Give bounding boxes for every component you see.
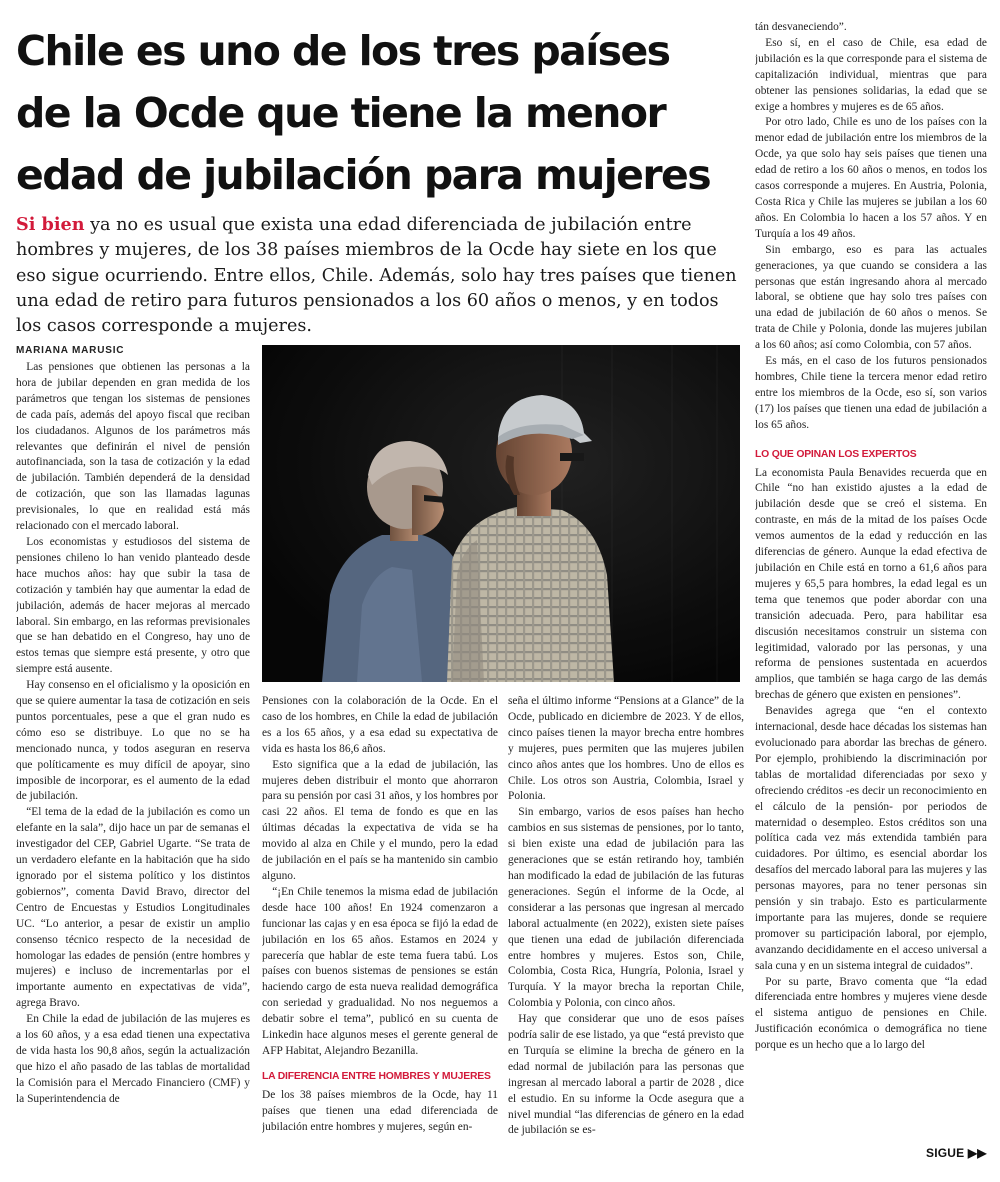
paragraph: Sin embargo, varios de esos países han hecho cambios en sus sistemas de pensiones, por lo tanto, si bien existe una edad de jubilación para las generaciones que se están retirando hoy, también han modificado la edad de jubilación de las futuras generaciones. Según el informe de la Ocde, al considerar a las personas que ingresan al mercado laboral actualmente (en 2022), existen siete países que tienen una edad de jubilación diferenciada entre hombres y mujeres. Estos son, Chile, Colombia, Costa Rica, Hungría, Polonia, Israel y Turquía. Y la mayor brecha la reportan Chile, Colombia y Polonia, con cinco años.	[508, 806, 744, 1010]
paragraph: La economista Paula Benavides recuerda que en Chile “no han existido ajustes a la edad de jubilación desde que se creó el sistema. En contraste, en más de la mitad de los países Ocde vemos aumentos de la edad y reducción en las diferencias de género. Aunque la edad efectiva de jubilación en Chile está en torno a 61,6 años para mujeres y 65,5 para hombres, la edad legal es un tema que tenemos que poder abordar con una transición adecuada. Pero, para habilitar esa discusión necesitamos construir un sistema con legitimidad, valorado por las personas, y una reforma de pensiones sustentada en acuerdos amplios, que también se haga cargo de las demás brechas de género que existen en pensiones”.	[755, 466, 987, 702]
paragraph: Benavides agrega que “en el contexto internacional, desde hace décadas los sistemas han evolucionado para abordar las brechas de género. Por ejemplo, prohibiendo la discriminación por tablas de mortalidad diferenciadas por sexo y ofreciendo créditos -es decir un reconocimiento en el cálculo de la pensión- por periodos de maternidad o desempleo. Estos créditos son una política cada vez más extendida también para cuidadores. Por último, es esencial abordar los desafíos del mercado laboral para las mujeres y las personas mayores, para no tener personas sin pensión y sin trabajo. Esto es particularmente importante para las mujeres, donde se requiere promover su participación laboral, por ejemplo, avanzando decididamente en el acceso universal a sala cuna y en un sistema integral de cuidados”.	[755, 705, 987, 972]
article-photo	[262, 345, 740, 682]
paragraph: seña el último informe “Pensions at a Glance” de la Ocde, publicado en diciembre de 2023. Y de ellos, cinco países tienen la mayor brecha entre hombres y mujeres, pues permiten que las mujeres jubilen cinco años antes que los hombres. Uno de ellos es Chile. Los otros son Austria, Colombia, Israel y Polonia.	[508, 695, 744, 803]
lead-kicker: Si bien	[16, 214, 85, 235]
paragraph: Hay consenso en el oficialismo y la oposición en que se quiere aumentar la tasa de cotización en seis puntos porcentuales, pese a que el gran nudo es cómo eso se distribuye. Lo que no se ha mencionado nunca, y todos aseguran en reserva que políticamente es muy difícil de apoyar, sino imposible de incorporar, es el aumento de la edad de jubilación.	[16, 679, 250, 803]
section-heading: LA DIFERENCIA ENTRE HOMBRES Y MUJERES	[262, 1070, 491, 1082]
continue-label: SIGUE ▶▶	[926, 1146, 987, 1160]
photo-elderly-couple	[262, 345, 740, 682]
paragraph: Por otro lado, Chile es uno de los países con la menor edad de jubilación entre los miembros de la Ocde, ya que solo hay seis países que tienen una edad de retiro a los 60 años o menos, en todos los casos corresponde a mujeres. En Austria, Polonia, Costa Rica y Chile las mujeres se jubilan a los 60 años. En Colombia lo hacen a los 57 años. Y en Turquía a los 49 años.	[755, 116, 987, 240]
paragraph: Sin embargo, eso es para las actuales generaciones, ya que cuando se considera a las personas que están ingresando ahora al mercado laboral, se obtiene que hay solo tres países con una edad de jubilación de 60 años o menos. Se trata de Chile y Polonia, donde las mujeres jubilan a los 60 años; así como Colombia, con 57 años.	[755, 243, 987, 352]
paragraph: Hay que considerar que uno de esos países podría salir de ese listado, ya que “está previsto que en Turquía se elimine la brecha de género en la edad normal de jubilación para las personas que ingresan al mercado laboral a partir de 2028 , dice el estudio. En su informe la Ocde asegura que a nivel mundial “las diferencias de género en la edad de jubilación se es-	[508, 1013, 744, 1137]
paragraph: tán desvaneciendo”.	[755, 21, 847, 33]
paragraph: De los 38 países miembros de la Ocde, hay 11 países que tienen una edad diferenciada de jubilación entre hombres y mujeres, según en-	[262, 1088, 498, 1133]
paragraph: Esto significa que a la edad de jubilación, las mujeres deben distribuir el monto que ahorraron para su pensión por casi 31 años, y los hombres por casi 22 años. El tema de fondo es que en las últimas décadas la expectativa de vida se ha movido al alza en Chile y el mundo, pero la edad de jubilación en el país se ha mantenido sin cambio alguno.	[262, 758, 498, 882]
byline: MARIANA MARUSIC	[16, 345, 125, 356]
paragraph: Las pensiones que obtienen las personas a la hora de jubilar dependen en gran medida de los parámetros que tengan los sistemas de pensiones de cada país, además del apoyo fiscal que reciban los ciudadanos. Algunos de los parámetros más relevantes que definirán el nivel de pensión autofinanciada, son la tasa de cotización y la edad de jubilación. También dependerá de la densidad de cotización, que son las llamadas lagunas previsionales, lo que en realidad está más relacionado con el mercado laboral.	[16, 361, 250, 533]
paragraph: Eso sí, en el caso de Chile, esa edad de jubilación es la que corresponde para el sistema de capitalización individual, mientras que para obtener las pensiones solidarias, la edad que se exige a hombres y mujeres es de 65 años.	[755, 36, 987, 113]
paragraph: Los economistas y estudiosos del sistema de pensiones chileno lo han venido planteado desde hace muchos años: hay que subir la tasa de cotización y también hay que aumentar la edad de jubilación, además de hacer mejoras al mercado laboral. Sin embargo, en las reformas previsionales que se han debatido en el Congreso, hay uno de estos temas que siempre está presente, y otro que siempre está ausente.	[16, 535, 250, 676]
paragraph: Por su parte, Bravo comenta que “la edad diferenciada entre hombres y mujeres viene desde el sistema antiguo de pensiones en Chile. Justificación económica o demográfica no tiene porque es un hecho que a lo largo del	[755, 975, 987, 1052]
paragraph: Pensiones con la colaboración de la Ocde. En el caso de los hombres, en Chile la edad de jubilación es a los 65 años, y a esa edad su expectativa de vida es hasta los 86,6 años.	[262, 695, 498, 755]
lead-paragraph	[16, 212, 738, 339]
lead-text: ya no es usual que exista una edad diferenciada de jubilación entre hombres y mujeres, de los 38 países miembros de la Ocde hay siete en los que eso sigue ocurriendo. Entre ellos, Chile. Además, solo hay tres países que tienen una edad de retiro para futuros pensionados a los 60 años o menos, y en todos los casos corresponde a mujeres.	[16, 215, 737, 337]
paragraph: “El tema de la edad de la jubilación es como un elefante en la sala”, dijo hace un par de semanas el investigador del CEP, Gabriel Ugarte. “Se trata de un verdadero elefante en la habitación que ha sido ignorado por el sistema político y los distintos gobiernos”, comenta David Bravo, director del Centro de Encuestas y Estudios Longitudinales UC. “Lo anterior, a pesar de existir un amplio consenso técnico respecto de la necesidad de homologar las edades de pensión (entre hombres y mujeres) e incluso de incrementarlas por el importante aumento en expectativas de vida”, agrega Bravo.	[16, 806, 250, 1010]
section-heading: LO QUE OPINAN LOS EXPERTOS	[755, 448, 917, 460]
article-column-4	[755, 20, 987, 1144]
article-column-1	[16, 360, 250, 1165]
paragraph: “¡En Chile tenemos la misma edad de jubilación desde hace 100 años! En 1924 comenzaron a funcionar las cajas y en esa época se fijó la edad de jubilación en los 65 años. Estamos en 2024 y parecería que hablar de este tema fuera tabú. Los países con buenos sistemas de pensiones se están haciendo cargo de esta nueva realidad demográfica con seriedad y gradualidad. No nos neguemos a debatir sobre el tema”, publicó en su cuenta de Linkedin hace algunos meses el gerente general de AFP Habitat, Alejandro Bezanilla.	[262, 885, 498, 1057]
paragraph: En Chile la edad de jubilación de las mujeres es a los 60 años, y a esa edad tienen una expectativa de vida hasta los 90,8 años, según la actualización que hizo el año pasado de las tablas de mortalidad la Comisión para el Mercado Financiero (CMF) y la Superintendencia de	[16, 1013, 250, 1105]
article-column-2	[262, 694, 498, 1164]
article-column-3	[508, 694, 744, 1164]
headline: Chile es uno de los tres países de la Ocde que tiene la menor edad de jubilación para mujeres	[16, 27, 711, 199]
paragraph: Es más, en el caso de los futuros pensionados hombres, Chile tiene la tercera menor edad retiro entre los miembros de la Ocde, eso sí, son varios (17) los países que tienen una edad de jubilación a los 65 años.	[755, 355, 987, 431]
